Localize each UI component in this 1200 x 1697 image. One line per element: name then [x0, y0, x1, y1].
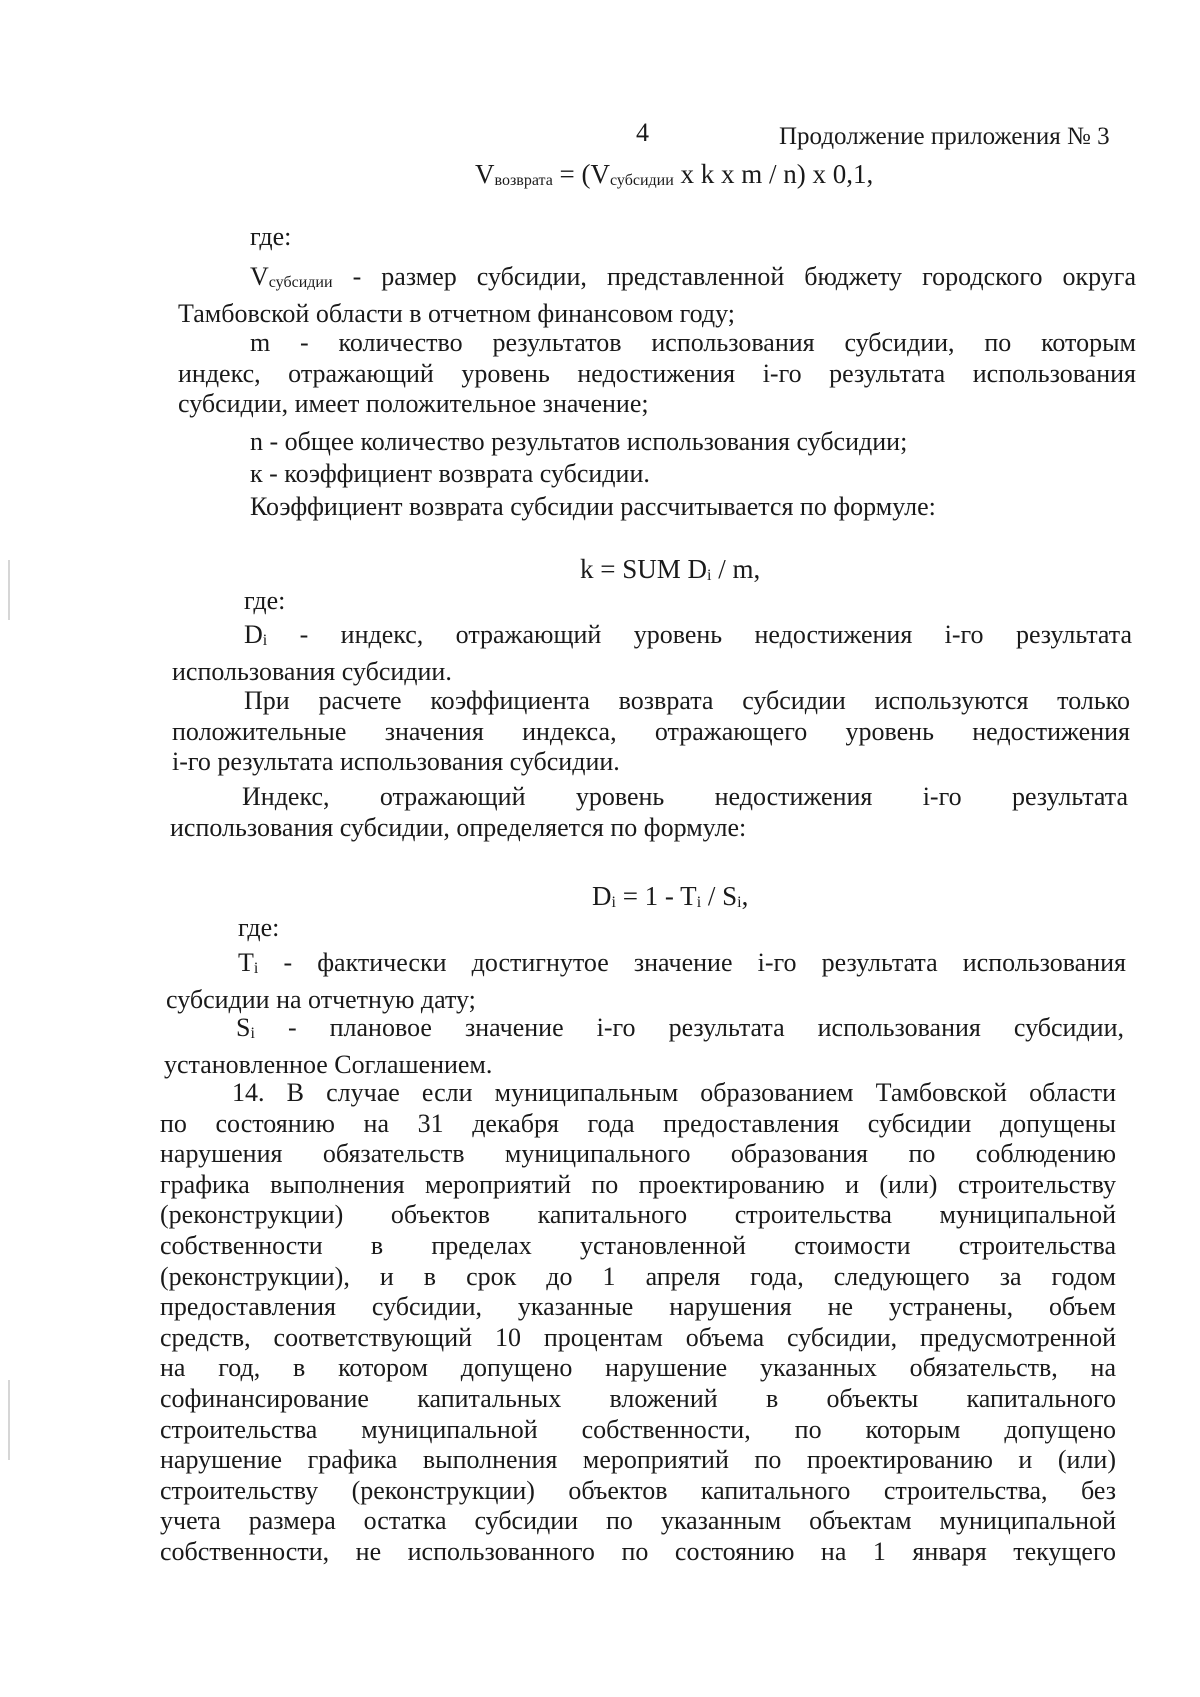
- text-line: Индекс, отражающий уровень недостижения i-го результата: [242, 782, 1128, 811]
- text-line: [172, 620, 1132, 657]
- symbol: T: [238, 948, 254, 977]
- symbol: S: [236, 1013, 251, 1042]
- text-line: установленное Соглашением.: [164, 1049, 493, 1079]
- definition-m: [178, 328, 1136, 420]
- text-line: предоставления субсидии, указанные нарушения не устранены, объем: [160, 1292, 1116, 1322]
- scan-artifact: [8, 1380, 10, 1460]
- definition-t: [166, 948, 1126, 1015]
- text-line: по состоянию на 31 декабря года предоставления субсидии допущены: [160, 1108, 1116, 1138]
- formula-index: [592, 880, 748, 919]
- text-line: использования субсидии.: [172, 656, 452, 686]
- formula-text: = (V: [552, 159, 611, 189]
- text-line: 14. В случае если муниципальным образованием Тамбовской области: [232, 1078, 1116, 1107]
- text-line: собственности, не использованного по состоянию на 1 января текущего: [160, 1536, 1116, 1566]
- scan-artifact: [8, 560, 10, 620]
- formula-text: = 1 - T: [615, 881, 697, 911]
- formula-symbol: V: [475, 159, 495, 189]
- appendix-label: Продолжение приложения № 3: [779, 123, 1110, 150]
- line-text: - индекс, отражающий уровень недостижения i-го результата: [267, 620, 1132, 649]
- subscript: i: [250, 1025, 255, 1042]
- definition-k: [250, 459, 1150, 490]
- formula-subscript: i: [737, 894, 742, 911]
- page-number: 4: [636, 118, 649, 147]
- definition-n: [250, 427, 1150, 458]
- text-line: [164, 1013, 1124, 1050]
- definition-v: [178, 262, 1136, 329]
- text-line: собственности в пределах установленной стоимости строительства: [160, 1230, 1116, 1260]
- text-line: к - коэффициент возврата субсидии.: [250, 459, 650, 488]
- text-line: средств, соответствующий 10 процентам объема субсидии, предусмотренной: [160, 1322, 1116, 1352]
- definition-s: [164, 1013, 1124, 1080]
- formula-text: / S: [701, 881, 738, 911]
- formula-subscript: возврата: [494, 172, 553, 189]
- symbol: V: [250, 262, 269, 291]
- where-label: где:: [250, 222, 292, 251]
- formula-subscript: i: [611, 894, 616, 911]
- formula-subscript: i: [707, 567, 712, 584]
- paragraph-index: [170, 782, 1128, 843]
- where-label: где:: [244, 586, 286, 615]
- text-line: Коэффициент возврата субсидии рассчитывается по формуле:: [250, 492, 936, 521]
- coefficient-intro: [250, 492, 1150, 523]
- text-line: i-го результата использования субсидии.: [172, 747, 620, 777]
- text-line: положительные значения индекса, отражающего уровень недостижения: [172, 716, 1130, 746]
- formula-text: / m,: [711, 554, 761, 584]
- line-text: - плановое значение i-го результата использования субсидии,: [254, 1013, 1124, 1042]
- where-label: где:: [238, 913, 280, 942]
- text-line: (реконструкции) объектов капитального строительства муниципальной: [160, 1200, 1116, 1230]
- text-line: При расчете коэффициента возврата субсидии используются только: [244, 686, 1130, 715]
- formula-text: x k x m / n) x 0,1,: [673, 159, 874, 189]
- text-line: учета размера остатка субсидии по указанным объектам муниципальной: [160, 1506, 1116, 1536]
- line-text: - фактически достигнутое значение i-го результата использования: [258, 948, 1126, 977]
- formula-text: ,: [741, 881, 749, 911]
- line-text: - размер субсидии, представленной бюджету городского округа: [332, 262, 1136, 291]
- text-line: на год, в котором допущено нарушение указанных обязательств, на: [160, 1353, 1116, 1383]
- formula-text: k = SUM D: [580, 554, 707, 584]
- text-line: строительства муниципальной собственности, по которым допущено: [160, 1414, 1116, 1444]
- formula-subscript: i: [696, 894, 702, 911]
- symbol: D: [244, 620, 263, 649]
- paragraph-14: [160, 1078, 1116, 1568]
- paragraph-positive-values: [172, 686, 1130, 778]
- text-line: m - количество результатов использования субсидии, по которым: [250, 328, 1136, 357]
- formula-text: D: [592, 881, 612, 911]
- formula-subscript: субсидии: [610, 172, 674, 189]
- formula-coefficient: [580, 553, 760, 592]
- text-line: n - общее количество результатов использования субсидии;: [250, 427, 908, 456]
- definition-d: [172, 620, 1132, 687]
- text-line: [178, 262, 1136, 299]
- text-line: строительству (реконструкции) объектов капитального строительства, без: [160, 1475, 1116, 1505]
- subscript: i: [253, 960, 259, 977]
- text-line: использования субсидии, определяется по формуле:: [170, 812, 747, 842]
- text-line: (реконструкции), и в срок до 1 апреля года, следующего за годом: [160, 1261, 1116, 1291]
- text-line: софинансирование капитальных вложений в объекты капитального: [160, 1383, 1116, 1413]
- subscript: i: [262, 632, 268, 649]
- text-line: графика выполнения мероприятий по проектированию и (или) строительству: [160, 1169, 1116, 1199]
- text-line: индекс, отражающий уровень недостижения i-го результата использования: [178, 358, 1136, 388]
- text-line: [166, 948, 1126, 985]
- text-line: Тамбовской области в отчетном финансовом году;: [178, 298, 736, 328]
- formula-return-volume: [475, 158, 873, 197]
- text-line: нарушение графика выполнения мероприятий по проектированию и (или): [160, 1445, 1116, 1475]
- text-line: субсидии на отчетную дату;: [166, 984, 476, 1014]
- text-line: субсидии, имеет положительное значение;: [178, 389, 649, 419]
- text-line: нарушения обязательств муниципального образования по соблюдению: [160, 1139, 1116, 1169]
- subscript: субсидии: [268, 274, 333, 291]
